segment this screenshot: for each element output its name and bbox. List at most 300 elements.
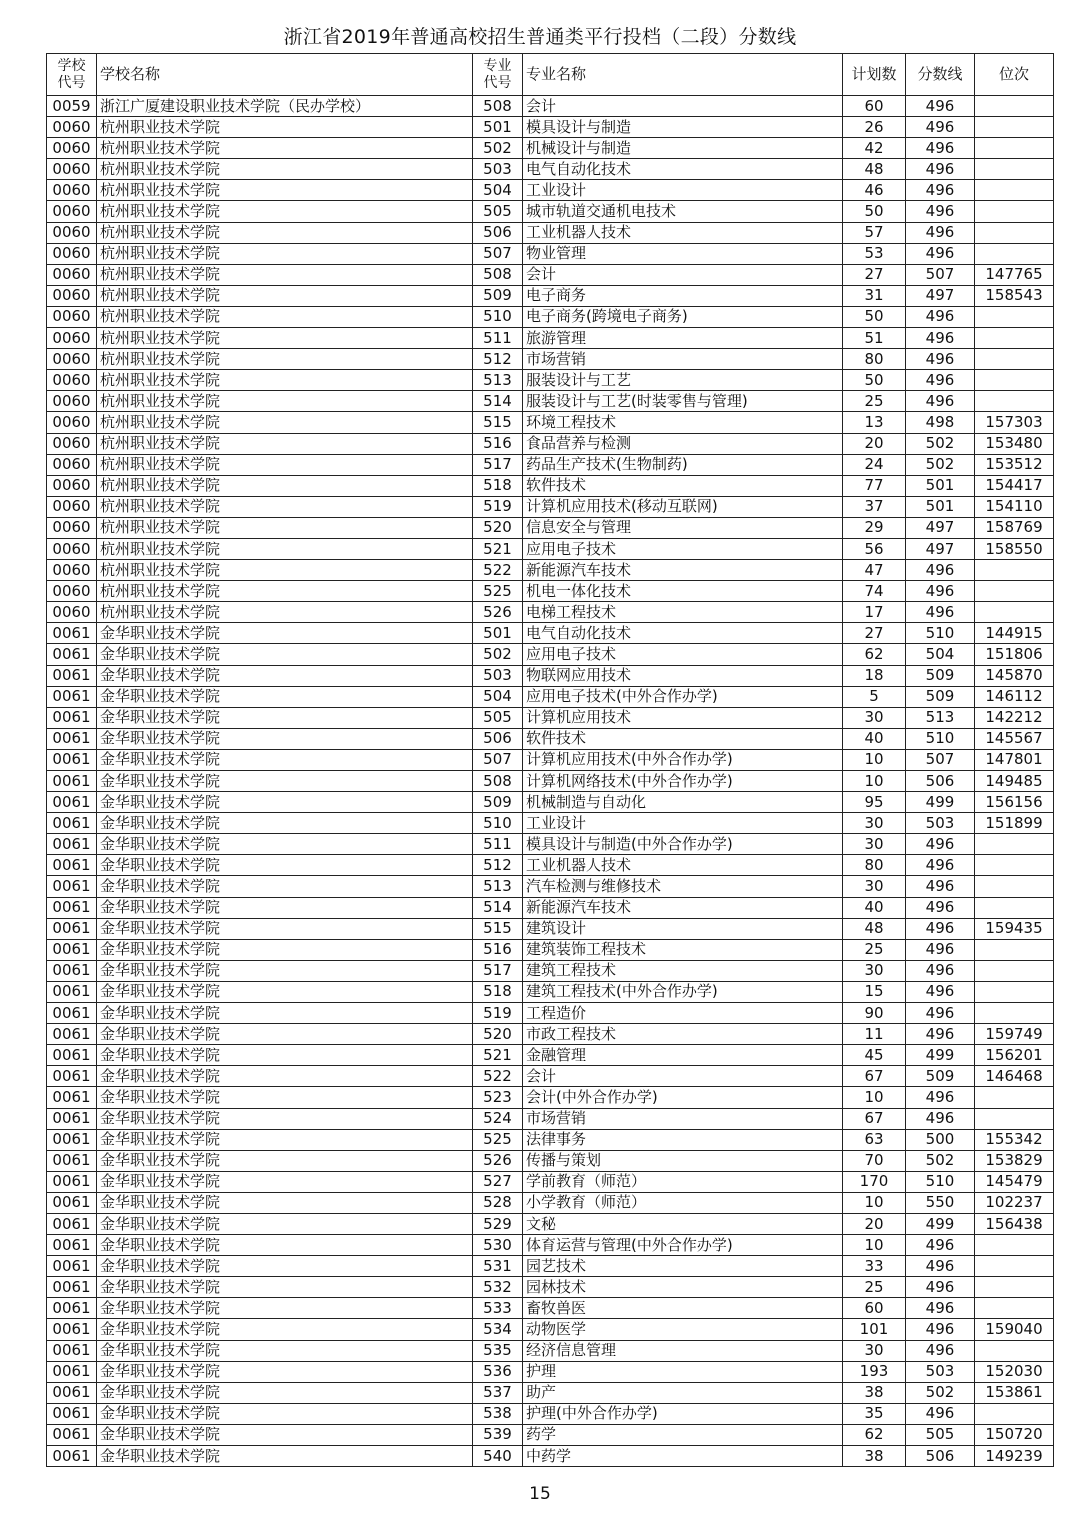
score-cell: 507 xyxy=(906,264,975,285)
school-name-cell: 金华职业技术学院 xyxy=(97,1446,473,1467)
major-code-cell: 513 xyxy=(473,876,523,897)
table-row xyxy=(47,707,1054,728)
school-code-cell: 0060 xyxy=(47,517,97,538)
school-code-cell: 0060 xyxy=(47,602,97,623)
major-code-cell: 520 xyxy=(473,517,523,538)
table-row xyxy=(47,897,1054,918)
school-code-cell: 0061 xyxy=(47,1087,97,1108)
table-row xyxy=(47,1446,1054,1467)
major-code-cell: 511 xyxy=(473,834,523,855)
school-name-cell: 金华职业技术学院 xyxy=(97,707,473,728)
table-row xyxy=(47,475,1054,496)
major-name-cell: 会计 xyxy=(523,96,843,117)
school-name-cell: 金华职业技术学院 xyxy=(97,644,473,665)
major-code-cell: 517 xyxy=(473,454,523,475)
school-code-cell: 0060 xyxy=(47,117,97,138)
table-row xyxy=(47,1235,1054,1256)
major-code-cell: 509 xyxy=(473,285,523,306)
major-name-cell: 市场营销 xyxy=(523,1108,843,1129)
school-code-cell: 0061 xyxy=(47,1403,97,1424)
major-code-cell: 511 xyxy=(473,328,523,349)
major-code-cell: 501 xyxy=(473,117,523,138)
plan-cell: 67 xyxy=(843,1066,906,1087)
plan-cell: 18 xyxy=(843,665,906,686)
plan-cell: 30 xyxy=(843,1340,906,1361)
school-name-cell: 金华职业技术学院 xyxy=(97,834,473,855)
school-code-cell: 0061 xyxy=(47,1319,97,1340)
major-name-cell: 建筑工程技术(中外合作办学) xyxy=(523,981,843,1002)
school-code-cell: 0061 xyxy=(47,1171,97,1192)
score-cell: 509 xyxy=(906,1066,975,1087)
major-code-cell: 521 xyxy=(473,538,523,559)
plan-cell: 30 xyxy=(843,813,906,834)
plan-cell: 31 xyxy=(843,285,906,306)
major-name-cell: 法律事务 xyxy=(523,1129,843,1150)
rank-cell xyxy=(975,180,1054,201)
school-name-cell: 杭州职业技术学院 xyxy=(97,159,473,180)
header-rank: 位次 xyxy=(975,54,1054,96)
score-cell: 496 xyxy=(906,117,975,138)
table-row xyxy=(47,939,1054,960)
score-cell: 509 xyxy=(906,686,975,707)
rank-cell xyxy=(975,1298,1054,1319)
school-code-cell: 0060 xyxy=(47,306,97,327)
plan-cell: 25 xyxy=(843,391,906,412)
major-code-cell: 531 xyxy=(473,1256,523,1277)
plan-cell: 24 xyxy=(843,454,906,475)
school-code-cell: 0059 xyxy=(47,96,97,117)
rank-cell xyxy=(975,349,1054,370)
score-cell: 501 xyxy=(906,496,975,517)
rank-cell xyxy=(975,201,1054,222)
rank-cell xyxy=(975,834,1054,855)
school-code-cell: 0061 xyxy=(47,1108,97,1129)
school-code-cell: 0061 xyxy=(47,1340,97,1361)
school-name-cell: 杭州职业技术学院 xyxy=(97,349,473,370)
major-code-cell: 528 xyxy=(473,1192,523,1213)
school-code-cell: 0060 xyxy=(47,391,97,412)
score-cell: 496 xyxy=(906,1003,975,1024)
major-name-cell: 电子商务(跨境电子商务) xyxy=(523,306,843,327)
score-cell: 498 xyxy=(906,412,975,433)
score-cell: 496 xyxy=(906,560,975,581)
major-code-cell: 536 xyxy=(473,1361,523,1382)
school-name-cell: 金华职业技术学院 xyxy=(97,1382,473,1403)
table-row xyxy=(47,560,1054,581)
school-code-cell: 0060 xyxy=(47,180,97,201)
table-row xyxy=(47,1150,1054,1171)
major-name-cell: 会计 xyxy=(523,1066,843,1087)
major-code-cell: 505 xyxy=(473,201,523,222)
score-cell: 496 xyxy=(906,159,975,180)
major-name-cell: 中药学 xyxy=(523,1446,843,1467)
plan-cell: 25 xyxy=(843,939,906,960)
school-name-cell: 杭州职业技术学院 xyxy=(97,370,473,391)
score-cell: 496 xyxy=(906,391,975,412)
table-row xyxy=(47,1066,1054,1087)
plan-cell: 40 xyxy=(843,728,906,749)
rank-cell xyxy=(975,222,1054,243)
score-cell: 506 xyxy=(906,1446,975,1467)
school-name-cell: 金华职业技术学院 xyxy=(97,1045,473,1066)
rank-cell: 153480 xyxy=(975,433,1054,454)
major-code-cell: 503 xyxy=(473,159,523,180)
score-cell: 496 xyxy=(906,1087,975,1108)
score-cell: 496 xyxy=(906,201,975,222)
score-cell: 501 xyxy=(906,475,975,496)
school-code-cell: 0061 xyxy=(47,876,97,897)
rank-cell xyxy=(975,560,1054,581)
table-row xyxy=(47,981,1054,1002)
score-cell: 496 xyxy=(906,855,975,876)
school-code-cell: 0061 xyxy=(47,707,97,728)
school-name-cell: 金华职业技术学院 xyxy=(97,1403,473,1424)
rank-cell: 150720 xyxy=(975,1424,1054,1445)
score-cell: 502 xyxy=(906,1382,975,1403)
major-name-cell: 汽车检测与维修技术 xyxy=(523,876,843,897)
major-code-cell: 502 xyxy=(473,138,523,159)
plan-cell: 170 xyxy=(843,1171,906,1192)
major-name-cell: 机电一体化技术 xyxy=(523,581,843,602)
school-name-cell: 金华职业技术学院 xyxy=(97,1361,473,1382)
page-number: 15 xyxy=(529,1484,551,1504)
major-code-cell: 501 xyxy=(473,623,523,644)
major-name-cell: 会计(中外合作办学) xyxy=(523,1087,843,1108)
plan-cell: 50 xyxy=(843,370,906,391)
rank-cell xyxy=(975,1340,1054,1361)
plan-cell: 193 xyxy=(843,1361,906,1382)
score-cell: 496 xyxy=(906,222,975,243)
school-name-cell: 杭州职业技术学院 xyxy=(97,496,473,517)
score-cell: 496 xyxy=(906,349,975,370)
score-cell: 496 xyxy=(906,1256,975,1277)
major-name-cell: 电梯工程技术 xyxy=(523,602,843,623)
table-row xyxy=(47,1087,1054,1108)
plan-cell: 60 xyxy=(843,1298,906,1319)
major-name-cell: 计算机应用技术(中外合作办学) xyxy=(523,749,843,770)
school-name-cell: 金华职业技术学院 xyxy=(97,792,473,813)
plan-cell: 38 xyxy=(843,1382,906,1403)
score-cell: 496 xyxy=(906,939,975,960)
school-name-cell: 金华职业技术学院 xyxy=(97,1150,473,1171)
table-row xyxy=(47,1319,1054,1340)
table-row xyxy=(47,264,1054,285)
major-code-cell: 519 xyxy=(473,496,523,517)
school-name-cell: 金华职业技术学院 xyxy=(97,1213,473,1234)
school-code-cell: 0061 xyxy=(47,897,97,918)
plan-cell: 29 xyxy=(843,517,906,538)
school-name-cell: 金华职业技术学院 xyxy=(97,1319,473,1340)
plan-cell: 13 xyxy=(843,412,906,433)
table-row xyxy=(47,222,1054,243)
rank-cell: 154417 xyxy=(975,475,1054,496)
plan-cell: 11 xyxy=(843,1024,906,1045)
major-name-cell: 园艺技术 xyxy=(523,1256,843,1277)
school-code-cell: 0060 xyxy=(47,454,97,475)
school-code-cell: 0061 xyxy=(47,1003,97,1024)
table-row xyxy=(47,1382,1054,1403)
major-name-cell: 园林技术 xyxy=(523,1277,843,1298)
score-cell: 502 xyxy=(906,454,975,475)
major-name-cell: 经济信息管理 xyxy=(523,1340,843,1361)
major-name-cell: 模具设计与制造(中外合作办学) xyxy=(523,834,843,855)
school-code-cell: 0060 xyxy=(47,222,97,243)
school-code-cell: 0060 xyxy=(47,285,97,306)
major-code-cell: 525 xyxy=(473,1129,523,1150)
school-code-cell: 0061 xyxy=(47,1066,97,1087)
school-code-cell: 0061 xyxy=(47,1382,97,1403)
major-name-cell: 环境工程技术 xyxy=(523,412,843,433)
major-name-cell: 物业管理 xyxy=(523,243,843,264)
major-code-cell: 514 xyxy=(473,897,523,918)
major-code-cell: 539 xyxy=(473,1424,523,1445)
school-name-cell: 金华职业技术学院 xyxy=(97,1108,473,1129)
school-code-cell: 0061 xyxy=(47,1424,97,1445)
major-code-cell: 527 xyxy=(473,1171,523,1192)
major-name-cell: 电气自动化技术 xyxy=(523,159,843,180)
plan-cell: 10 xyxy=(843,1235,906,1256)
table-row xyxy=(47,1003,1054,1024)
rank-cell: 153829 xyxy=(975,1150,1054,1171)
score-cell: 496 xyxy=(906,1340,975,1361)
table-row xyxy=(47,243,1054,264)
plan-cell: 42 xyxy=(843,138,906,159)
plan-cell: 25 xyxy=(843,1277,906,1298)
school-name-cell: 金华职业技术学院 xyxy=(97,1129,473,1150)
score-cell: 496 xyxy=(906,876,975,897)
header-plan: 计划数 xyxy=(843,54,906,96)
plan-cell: 46 xyxy=(843,180,906,201)
table-row xyxy=(47,1403,1054,1424)
major-code-cell: 508 xyxy=(473,96,523,117)
school-name-cell: 金华职业技术学院 xyxy=(97,623,473,644)
table-row xyxy=(47,349,1054,370)
rank-cell xyxy=(975,117,1054,138)
score-cell: 509 xyxy=(906,665,975,686)
rank-cell: 144915 xyxy=(975,623,1054,644)
plan-cell: 17 xyxy=(843,602,906,623)
plan-cell: 101 xyxy=(843,1319,906,1340)
major-code-cell: 538 xyxy=(473,1403,523,1424)
major-code-cell: 503 xyxy=(473,665,523,686)
rank-cell xyxy=(975,981,1054,1002)
table-row xyxy=(47,517,1054,538)
plan-cell: 26 xyxy=(843,117,906,138)
plan-cell: 80 xyxy=(843,349,906,370)
major-name-cell: 新能源汽车技术 xyxy=(523,560,843,581)
school-code-cell: 0060 xyxy=(47,264,97,285)
major-name-cell: 新能源汽车技术 xyxy=(523,897,843,918)
school-name-cell: 金华职业技术学院 xyxy=(97,813,473,834)
major-code-cell: 506 xyxy=(473,728,523,749)
major-code-cell: 502 xyxy=(473,644,523,665)
rank-cell: 156438 xyxy=(975,1213,1054,1234)
table-row xyxy=(47,876,1054,897)
major-name-cell: 市场营销 xyxy=(523,349,843,370)
school-name-cell: 杭州职业技术学院 xyxy=(97,180,473,201)
major-code-cell: 525 xyxy=(473,581,523,602)
score-cell: 496 xyxy=(906,1024,975,1045)
rank-cell xyxy=(975,1108,1054,1129)
major-name-cell: 建筑设计 xyxy=(523,918,843,939)
score-cell: 497 xyxy=(906,538,975,559)
score-cell: 513 xyxy=(906,707,975,728)
school-code-cell: 0061 xyxy=(47,960,97,981)
major-name-cell: 金融管理 xyxy=(523,1045,843,1066)
table-row xyxy=(47,749,1054,770)
rank-cell xyxy=(975,391,1054,412)
school-code-cell: 0061 xyxy=(47,644,97,665)
plan-cell: 10 xyxy=(843,1087,906,1108)
school-code-cell: 0060 xyxy=(47,201,97,222)
school-code-cell: 0060 xyxy=(47,328,97,349)
major-code-cell: 514 xyxy=(473,391,523,412)
score-cell: 510 xyxy=(906,1171,975,1192)
school-code-cell: 0061 xyxy=(47,1213,97,1234)
plan-cell: 57 xyxy=(843,222,906,243)
school-name-cell: 金华职业技术学院 xyxy=(97,855,473,876)
rank-cell xyxy=(975,1277,1054,1298)
plan-cell: 10 xyxy=(843,1192,906,1213)
table-row xyxy=(47,306,1054,327)
school-name-cell: 金华职业技术学院 xyxy=(97,1087,473,1108)
school-code-cell: 0061 xyxy=(47,981,97,1002)
plan-cell: 47 xyxy=(843,560,906,581)
school-code-cell: 0061 xyxy=(47,728,97,749)
plan-cell: 10 xyxy=(843,771,906,792)
major-name-cell: 城市轨道交通机电技术 xyxy=(523,201,843,222)
table-row xyxy=(47,1171,1054,1192)
rank-cell: 153512 xyxy=(975,454,1054,475)
plan-cell: 45 xyxy=(843,1045,906,1066)
school-code-cell: 0061 xyxy=(47,1256,97,1277)
plan-cell: 62 xyxy=(843,1424,906,1445)
table-row xyxy=(47,96,1054,117)
major-name-cell: 工业机器人技术 xyxy=(523,222,843,243)
plan-cell: 5 xyxy=(843,686,906,707)
major-name-cell: 模具设计与制造 xyxy=(523,117,843,138)
table-row xyxy=(47,412,1054,433)
table-row xyxy=(47,433,1054,454)
major-name-cell: 药学 xyxy=(523,1424,843,1445)
major-code-cell: 522 xyxy=(473,560,523,581)
major-code-cell: 513 xyxy=(473,370,523,391)
school-code-cell: 0060 xyxy=(47,475,97,496)
rank-cell xyxy=(975,581,1054,602)
major-name-cell: 计算机网络技术(中外合作办学) xyxy=(523,771,843,792)
score-cell: 505 xyxy=(906,1424,975,1445)
rank-cell: 146112 xyxy=(975,686,1054,707)
score-cell: 496 xyxy=(906,96,975,117)
rank-cell: 159040 xyxy=(975,1319,1054,1340)
major-name-cell: 计算机应用技术(移动互联网) xyxy=(523,496,843,517)
major-name-cell: 信息安全与管理 xyxy=(523,517,843,538)
table-row xyxy=(47,1424,1054,1445)
major-code-cell: 516 xyxy=(473,433,523,454)
major-name-cell: 计算机应用技术 xyxy=(523,707,843,728)
score-cell: 496 xyxy=(906,918,975,939)
major-code-cell: 508 xyxy=(473,771,523,792)
plan-cell: 90 xyxy=(843,1003,906,1024)
school-code-cell: 0061 xyxy=(47,1361,97,1382)
score-cell: 503 xyxy=(906,1361,975,1382)
major-name-cell: 文秘 xyxy=(523,1213,843,1234)
major-code-cell: 507 xyxy=(473,243,523,264)
table-row xyxy=(47,1129,1054,1150)
plan-cell: 10 xyxy=(843,749,906,770)
school-code-cell: 0061 xyxy=(47,1150,97,1171)
major-code-cell: 530 xyxy=(473,1235,523,1256)
school-name-cell: 杭州职业技术学院 xyxy=(97,285,473,306)
score-cell: 496 xyxy=(906,1298,975,1319)
rank-cell: 158543 xyxy=(975,285,1054,306)
plan-cell: 15 xyxy=(843,981,906,1002)
major-name-cell: 传播与策划 xyxy=(523,1150,843,1171)
school-name-cell: 金华职业技术学院 xyxy=(97,1256,473,1277)
plan-cell: 35 xyxy=(843,1403,906,1424)
major-name-cell: 应用电子技术 xyxy=(523,538,843,559)
score-cell: 496 xyxy=(906,306,975,327)
score-cell: 510 xyxy=(906,623,975,644)
school-name-cell: 杭州职业技术学院 xyxy=(97,264,473,285)
table-row xyxy=(47,285,1054,306)
rank-cell: 146468 xyxy=(975,1066,1054,1087)
plan-cell: 20 xyxy=(843,1213,906,1234)
school-code-cell: 0061 xyxy=(47,1277,97,1298)
major-name-cell: 畜牧兽医 xyxy=(523,1298,843,1319)
major-name-cell: 学前教育（师范） xyxy=(523,1171,843,1192)
school-code-cell: 0060 xyxy=(47,412,97,433)
table-row xyxy=(47,792,1054,813)
major-name-cell: 工业设计 xyxy=(523,180,843,201)
school-name-cell: 杭州职业技术学院 xyxy=(97,117,473,138)
table-row xyxy=(47,138,1054,159)
rank-cell: 142212 xyxy=(975,707,1054,728)
major-name-cell: 软件技术 xyxy=(523,475,843,496)
major-code-cell: 518 xyxy=(473,475,523,496)
major-name-cell: 物联网应用技术 xyxy=(523,665,843,686)
major-code-cell: 535 xyxy=(473,1340,523,1361)
score-cell: 496 xyxy=(906,243,975,264)
rank-cell: 102237 xyxy=(975,1192,1054,1213)
table-row xyxy=(47,1256,1054,1277)
score-cell: 500 xyxy=(906,1129,975,1150)
rank-cell: 156156 xyxy=(975,792,1054,813)
score-cell: 507 xyxy=(906,749,975,770)
school-code-cell: 0061 xyxy=(47,1298,97,1319)
rank-cell xyxy=(975,1256,1054,1277)
table-row xyxy=(47,581,1054,602)
school-name-cell: 金华职业技术学院 xyxy=(97,1424,473,1445)
school-name-cell: 金华职业技术学院 xyxy=(97,728,473,749)
major-name-cell: 小学教育（师范） xyxy=(523,1192,843,1213)
rank-cell xyxy=(975,306,1054,327)
school-name-cell: 杭州职业技术学院 xyxy=(97,306,473,327)
school-code-cell: 0060 xyxy=(47,349,97,370)
table-row xyxy=(47,180,1054,201)
major-name-cell: 助产 xyxy=(523,1382,843,1403)
score-cell: 503 xyxy=(906,813,975,834)
school-code-cell: 0061 xyxy=(47,686,97,707)
major-name-cell: 工程造价 xyxy=(523,1003,843,1024)
major-name-cell: 电气自动化技术 xyxy=(523,623,843,644)
school-code-cell: 0060 xyxy=(47,560,97,581)
major-code-cell: 504 xyxy=(473,686,523,707)
school-name-cell: 金华职业技术学院 xyxy=(97,1340,473,1361)
major-name-cell: 护理 xyxy=(523,1361,843,1382)
major-name-cell: 建筑工程技术 xyxy=(523,960,843,981)
plan-cell: 53 xyxy=(843,243,906,264)
